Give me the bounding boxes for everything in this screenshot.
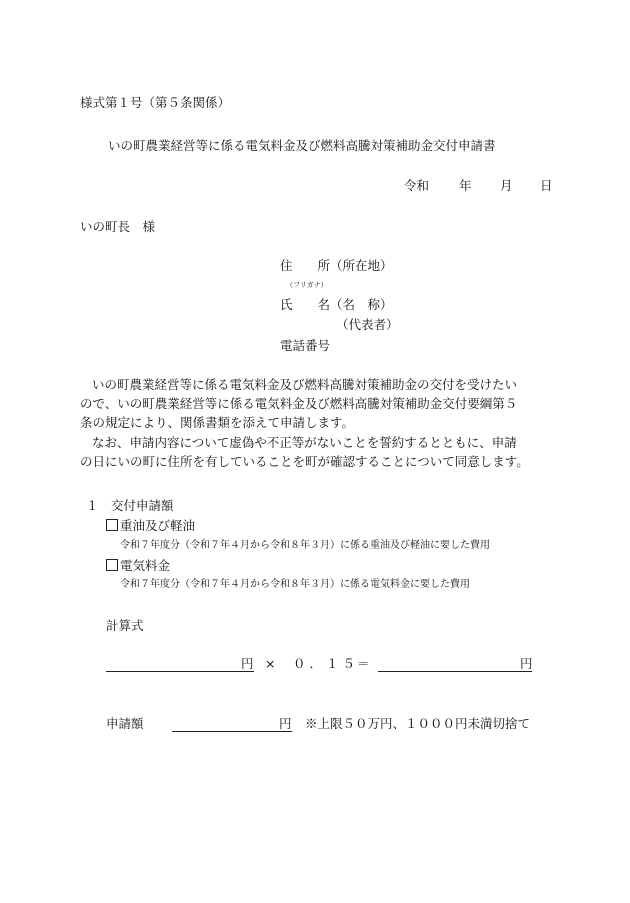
option-fuel-label: 重油及び軽油 (120, 518, 196, 533)
addressee: いの町長 様 (80, 219, 156, 234)
checkbox-fuel[interactable] (106, 519, 118, 531)
address-label: 住 所（所在地） (280, 258, 393, 273)
body-line-5: の日にいの町に住所を有していることを町が確認することについて同意します。 (80, 454, 529, 469)
body-line-4: なお、申請内容について虚偽や不正等がないことを誓約するとともに、申請 (92, 435, 517, 450)
date-day: 日 (540, 178, 553, 193)
option-fuel-detail: 令和７年度分（令和７年４月から令和８年３月）に係る重油及び軽油に要した費用 (120, 540, 490, 551)
furigana-label: （フリガナ） (286, 281, 328, 289)
representative-label: （代表者） (336, 317, 399, 332)
option-electric-detail: 令和７年度分（令和７年４月から令和８年３月）に係る電気料金に要した費用 (120, 579, 470, 590)
date-month: 月 (500, 178, 513, 193)
option-electric[interactable] (106, 558, 170, 574)
calculation-unit-1: 円 (241, 656, 254, 671)
request-unit: 円 (279, 716, 292, 731)
request-label: 申請額 (106, 716, 144, 731)
request-amount-blank[interactable] (172, 731, 292, 732)
form-number: 様式第１号（第５条関係） (80, 95, 231, 110)
calculation-equals: ＝ (357, 656, 370, 671)
checkbox-electric[interactable] (106, 559, 118, 571)
calculation-label: 計算式 (106, 618, 144, 633)
page-title: いの町農業経営等に係る電気料金及び燃料高騰対策補助金交付申請書 (108, 138, 496, 153)
calculation-unit-2: 円 (520, 656, 533, 671)
body-line-2: ので、いの町農業経営等に係る電気料金及び燃料高騰対策補助金交付要綱第５ (80, 396, 518, 411)
body-line-3: 条の規定により、関係書類を添えて申請します。 (80, 415, 355, 430)
option-fuel[interactable] (106, 518, 195, 534)
request-note: ※上限５０万円、１０００円未満切捨て (305, 716, 531, 731)
calculation-times: × (265, 656, 276, 671)
option-electric-label: 電気料金 (120, 558, 171, 573)
body-line-1: いの町農業経営等に係る電気料金及び燃料高騰対策補助金の交付を受けたい (92, 377, 518, 392)
calculation-blank-2[interactable] (378, 671, 532, 672)
calculation-rate: ０．１５ (293, 656, 360, 671)
date-era: 令和 (404, 178, 430, 193)
calculation-blank-1[interactable] (106, 671, 254, 672)
phone-label: 電話番号 (280, 338, 331, 353)
section-heading: １ 交付申請額 (86, 498, 174, 513)
name-label: 氏 名（名 称） (280, 297, 393, 312)
date-year: 年 (459, 178, 472, 193)
